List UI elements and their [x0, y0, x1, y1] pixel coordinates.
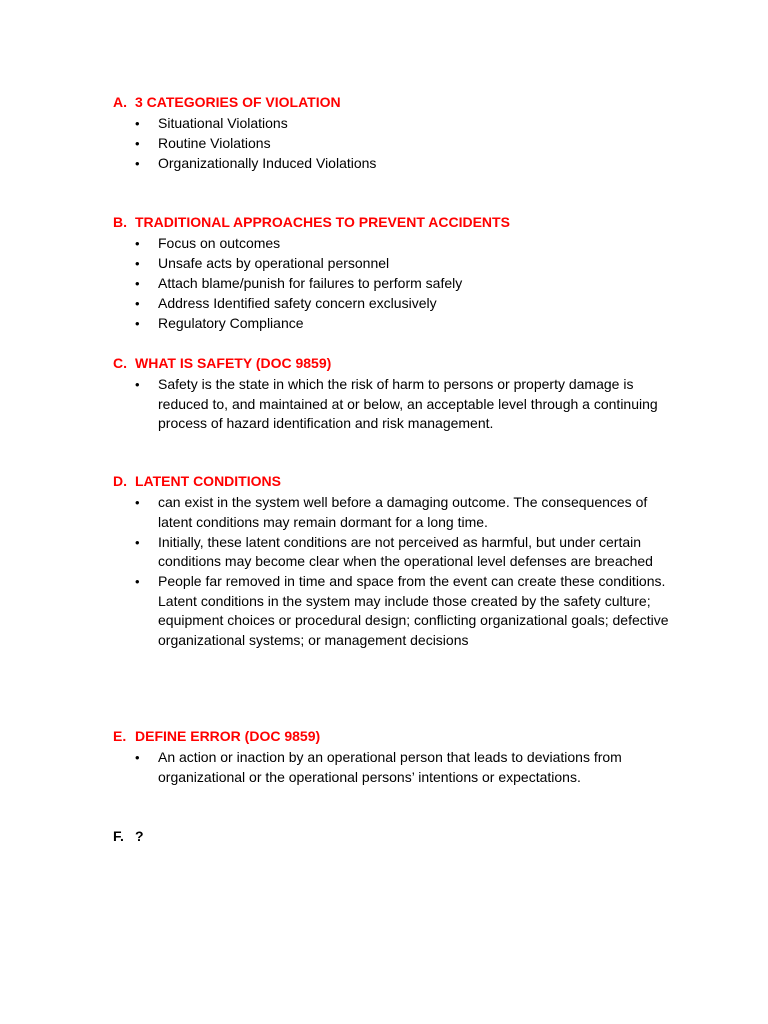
- list-item: [113, 154, 683, 174]
- list-item-text: Attach blame/punish for failures to perform safely: [158, 275, 463, 291]
- list-item: [113, 234, 683, 254]
- bullet-icon: •: [135, 296, 140, 311]
- list-item: [113, 572, 683, 650]
- section-title: 3 CATEGORIES OF VIOLATION: [135, 94, 341, 110]
- bullet-list: [113, 375, 683, 434]
- bullet-list: [113, 493, 683, 650]
- list-item-text: Focus on outcomes: [158, 235, 281, 251]
- bullet-icon: •: [135, 156, 140, 171]
- list-item: [113, 254, 683, 274]
- section-heading: [113, 93, 683, 112]
- bullet-list: [113, 234, 683, 334]
- list-item: [113, 493, 683, 532]
- bullet-icon: •: [135, 534, 140, 550]
- list-item-text: Organizationally Induced Violations: [158, 155, 377, 171]
- list-item-text: Unsafe acts by operational personnel: [158, 255, 390, 271]
- section-heading: [113, 827, 683, 846]
- bullet-icon: •: [135, 750, 140, 765]
- list-item: [113, 314, 683, 334]
- list-item-text: Address Identified safety concern exclusively: [158, 295, 437, 311]
- list-item: [113, 533, 683, 572]
- section-d: [113, 472, 683, 651]
- section-letter: F.: [113, 828, 124, 844]
- bullet-icon: •: [135, 136, 140, 151]
- bullet-icon: •: [135, 316, 140, 331]
- section-heading: [113, 354, 683, 373]
- section-title: ?: [135, 828, 144, 844]
- section-c: [113, 354, 683, 434]
- section-letter: A.: [113, 94, 127, 110]
- section-letter: E.: [113, 728, 127, 744]
- section-f: [113, 827, 683, 846]
- list-item: [113, 294, 683, 314]
- section-letter: D.: [113, 473, 127, 489]
- bullet-icon: •: [135, 256, 140, 271]
- list-item: [113, 375, 683, 434]
- list-item: [113, 114, 683, 134]
- list-item-text: Regulatory Compliance: [158, 315, 304, 331]
- list-item: [113, 274, 683, 294]
- list-item: [113, 748, 683, 787]
- bullet-icon: •: [135, 377, 140, 392]
- section-a: [113, 93, 683, 174]
- section-title: TRADITIONAL APPROACHES TO PREVENT ACCIDENTS: [135, 214, 510, 230]
- list-item-text: Situational Violations: [158, 115, 288, 131]
- bullet-icon: •: [135, 236, 140, 251]
- list-item-text: People far removed in time and space from the event can create these conditions. Latent conditions in the system may include those created by the safety culture; equipment choices or procedural design; conflicting organizational goals; defective organizational systems; or management decisions: [158, 573, 669, 648]
- section-letter: C.: [113, 355, 127, 371]
- bullet-list: [113, 748, 683, 787]
- list-item-text: An action or inaction by an operational person that leads to deviations from organizational or the operational persons’ intentions or expectations.: [158, 749, 622, 785]
- section-e: [113, 727, 683, 788]
- bullet-icon: •: [135, 276, 140, 291]
- section-heading: [113, 213, 683, 232]
- section-letter: B.: [113, 214, 127, 230]
- section-b: [113, 213, 683, 334]
- list-item: [113, 134, 683, 154]
- bullet-icon: •: [135, 495, 140, 510]
- section-heading: [113, 472, 683, 491]
- section-title: WHAT IS SAFETY (DOC 9859): [135, 355, 332, 371]
- bullet-list: [113, 114, 683, 174]
- list-item-text: Safety is the state in which the risk of harm to persons or property damage is reduced to, and maintained at or below, an acceptable level through a continuing process of hazard identification and risk management.: [158, 376, 658, 431]
- section-title: LATENT CONDITIONS: [135, 473, 281, 489]
- list-item-text: Initially, these latent conditions are not perceived as harmful, but under certain conditions may become clear when the operational level defenses are breached: [158, 533, 653, 569]
- bullet-icon: •: [135, 116, 140, 131]
- list-item-text: Routine Violations: [158, 135, 271, 151]
- bullet-icon: •: [135, 574, 140, 589]
- section-title: DEFINE ERROR (DOC 9859): [135, 728, 321, 744]
- section-heading: [113, 727, 683, 746]
- list-item-text: can exist in the system well before a damaging outcome. The consequences of latent conditions may remain dormant for a long time.: [158, 494, 648, 530]
